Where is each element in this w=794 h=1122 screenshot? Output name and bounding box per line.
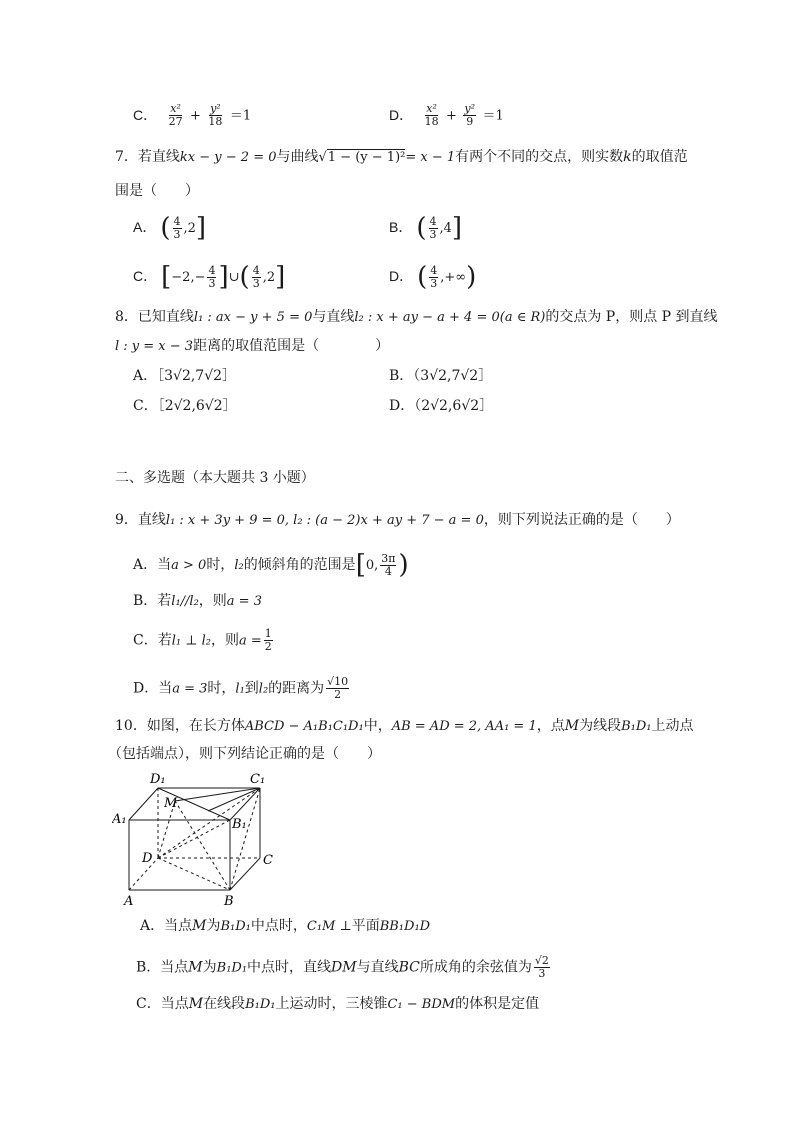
- fraction: $\frac{4}{3}$: [173, 214, 181, 241]
- q8-stem-line1: 8．已知直线l₁ : ax − y + 5 = 0与直线l₂ : x + ay − a + 4 = 0(a ∈ R)的交点为 P，则点 P 到直线: [115, 309, 718, 325]
- sqrt-expr: 1 − (y − 1)²: [327, 150, 406, 165]
- q6-option-d: D． $\frac{\text{x²}}{18}$ + $\frac{\text{y²}}{9}$ ＝1: [389, 102, 504, 128]
- q8-option-d: D．（2√2,6√2］: [389, 398, 494, 414]
- q7-option-c: C． [−2,− $\frac{4}{3}$ ]∪( $\frac{4}{3}$ ,2]: [133, 262, 286, 292]
- label-c1: C₁: [250, 772, 266, 787]
- label-d1: D₁: [150, 772, 166, 787]
- q8-stem-line2: l : y = x − 3距离的取值范围是（ ）: [115, 338, 390, 354]
- label-d: D: [142, 851, 153, 866]
- fraction: $\frac{1}{2}$: [264, 627, 272, 653]
- q7-stem-line1: 7．若直线kx − y − 2 = 0与曲线√1 − (y − 1)²= x − 1有两个不同的交点，则实数k的取值范: [115, 149, 688, 165]
- label-a1: A₁: [112, 812, 127, 827]
- q6-option-c: C． $\frac{\text{x²}}{27}$ + $\frac{\text{y²}}{18}$ ＝1: [133, 102, 252, 128]
- section-heading: 二、多选题（本大题共 3 小题）: [115, 470, 315, 486]
- q7-option-b: B． ( $\frac{4}{3}$ ,4]: [389, 213, 463, 243]
- cuboid-figure: [112, 768, 282, 908]
- q10-stem-line1: 10．如图，在长方体ABCD − A₁B₁C₁D₁中，AB = AD = 2, AA₁ = 1，点M为线段B₁D₁上动点: [115, 718, 694, 734]
- q10-stem-line2: （包括端点），则下列结论正确的是（ ）: [108, 746, 381, 762]
- q7-stem-line2: 围是（ ）: [115, 183, 199, 199]
- fraction: $\frac{\text{y²}}{18}$: [208, 102, 223, 128]
- option-label: D．: [389, 106, 414, 123]
- q10-option-b: B．当点M为B₁D₁中点时，直线DM与直线BC所成角的余弦值为 $\frac{√2}{3}$: [136, 954, 549, 980]
- fraction: $\frac{√10}{2}$: [327, 675, 349, 701]
- label-c: C: [263, 853, 273, 868]
- q9-option-d: D．当a = 3时，l₁到l₂的距离为 $\frac{√10}{2}$: [133, 675, 349, 701]
- q9-option-b: B．若l₁//l₂，则a = 3: [133, 593, 262, 609]
- option-label: C．: [133, 106, 158, 123]
- q10-option-a: A．当点M为B₁D₁中点时，C₁M ⊥平面BB₁D₁D: [140, 918, 431, 934]
- q9-option-c: C．若l₁ ⊥ l₂，则a = $\frac{1}{2}$: [133, 627, 272, 653]
- fraction: $\frac{\text{y²}}{9}$: [464, 102, 476, 128]
- label-b1: B₁: [232, 817, 247, 832]
- q10-option-c: C．当点M在线段B₁D₁上运动时，三棱锥C₁ − BDM的体积是定值: [136, 996, 540, 1012]
- q9-stem: 9．直线l₁ : x + 3y + 9 = 0, l₂ : (a − 2)x + ay + 7 − a = 0，则下列说法正确的是（ ）: [115, 512, 680, 528]
- label-m: M: [164, 796, 178, 811]
- q8-option-a: A．［3√2,7√2］: [133, 368, 237, 384]
- q8-option-b: B．（3√2,7√2］: [389, 368, 493, 384]
- q8-option-c: C．［2√2,6√2］: [133, 398, 237, 414]
- fraction: $\frac{√2}{3}$: [534, 954, 549, 980]
- fraction: $\frac{4}{3}$: [430, 263, 438, 290]
- fraction: $\frac{4}{3}$: [429, 214, 437, 241]
- fraction: $\frac{\text{x²}}{27}$: [168, 102, 183, 128]
- q7-option-d: D． ( $\frac{4}{3}$ ,+∞): [389, 262, 477, 292]
- fraction: $\frac{4}{3}$: [208, 263, 216, 290]
- label-a: A: [124, 894, 134, 908]
- fraction: $\frac{3\pi}{4}$: [381, 551, 396, 578]
- fraction: $\frac{4}{3}$: [252, 263, 260, 290]
- q7-option-a: A． ( $\frac{4}{3}$ ,2]: [133, 213, 207, 243]
- label-b: B: [224, 894, 234, 908]
- fraction: $\frac{\text{x²}}{18}$: [424, 102, 439, 128]
- q9-option-a: A．当a > 0时，l₂的倾斜角的范围是[0, $\frac{3\pi}{4}$ ): [133, 550, 409, 580]
